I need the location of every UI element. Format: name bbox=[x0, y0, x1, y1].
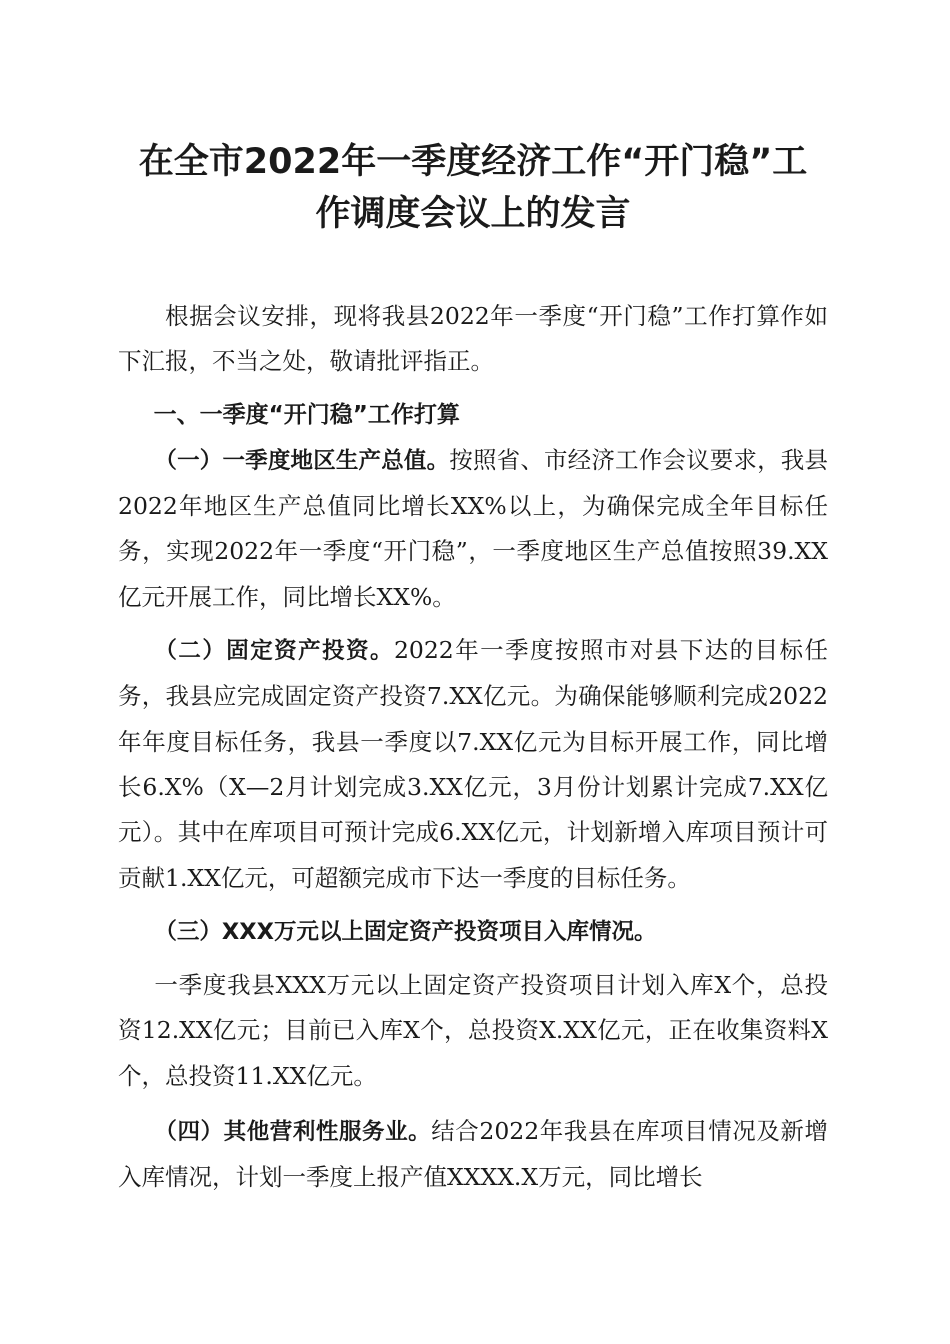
item-1-paragraph bbox=[118, 438, 828, 620]
document-page bbox=[118, 0, 828, 1201]
intro-paragraph: 根据会议安排，现将我县2022年一季度“开门稳”工作打算作如下汇报，不当之处，敬请批评指正。 bbox=[118, 302, 828, 376]
item-2-lead: （二）固定资产投资。 bbox=[154, 638, 394, 665]
item-3-heading bbox=[118, 909, 828, 955]
item-3-lead: （三）XXX万元以上固定资产投资项目入库情况。 bbox=[154, 918, 657, 945]
item-4-text: 结合2022年我县在库项目情况及新增入库情况，计划一季度上报产值XXXX.X万元，同比增长 bbox=[118, 1117, 828, 1192]
item-2-paragraph bbox=[118, 628, 828, 901]
document-title bbox=[110, 136, 836, 240]
item-1-text: 按照省、市经济工作会议要求，我县2022年地区生产总值同比增长XX%以上，为确保完成全年目标任务，实现2022年一季度“开门稳”，一季度地区生产总值按照39.XX亿元开展工作，同比增长XX%。 bbox=[118, 445, 828, 611]
item-4-lead: （四）其他营利性服务业。 bbox=[154, 1119, 432, 1146]
document-body bbox=[118, 294, 828, 1201]
item-3-paragraph: 一季度我县XXX万元以上固定资产投资项目计划入库X个，总投资12.XX亿元；目前已入库X个，总投资X.XX亿元，正在收集资料X个，总投资11.XX亿元。 bbox=[118, 971, 828, 1090]
title-line-1: 在全市2022年一季度经济工作“开门稳”工 bbox=[138, 142, 808, 182]
item-2-text: 2022年一季度按照市对县下达的目标任务，我县应完成固定资产投资7.XX亿元。为确保能够顺利完成2022年年度目标任务，我县一季度以7.XX亿元为目标开展工作，同比增长6.X%（X—2月计划完成3.XX亿元，3月份计划累计完成7.XX亿元）。其中在库项目可预计完成6.XX亿元，计划新增入库项目预计可贡献1.XX亿元，可超额完成市下达一季度的目标任务。 bbox=[118, 636, 828, 892]
item-4-paragraph bbox=[118, 1109, 828, 1201]
title-line-2: 作调度会议上的发言 bbox=[315, 194, 631, 234]
section-1-heading: 一、一季度“开门稳”工作打算 bbox=[153, 401, 460, 428]
item-1-lead: （一）一季度地区生产总值。 bbox=[154, 447, 450, 474]
